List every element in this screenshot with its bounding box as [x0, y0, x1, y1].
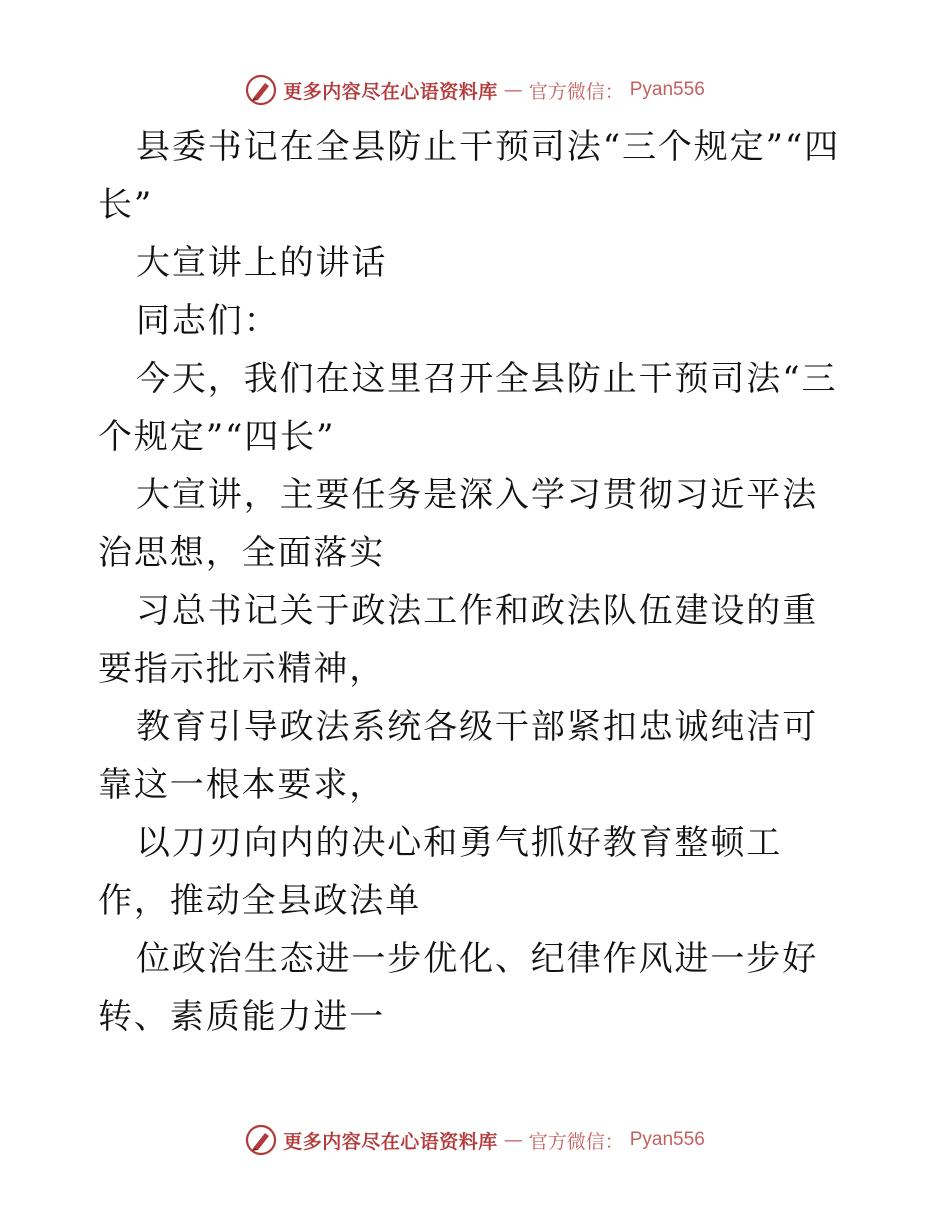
- watermark-text: 更多内容尽在心语资料库: [283, 1130, 498, 1153]
- watermark-text: 更多内容尽在心语资料库: [283, 80, 498, 103]
- pen-logo-icon: [245, 74, 277, 106]
- paragraph: 以刀刃向内的决心和勇气抓好教育整顿工作，推动全县政法单: [98, 823, 783, 921]
- paragraph: 大宣讲，主要任务是深入学习贯彻习近平法治思想，全面落实: [98, 475, 819, 573]
- paragraph: 大宣讲上的讲话: [136, 243, 388, 283]
- document-body: [98, 118, 853, 1046]
- footer-watermark: [0, 1120, 950, 1160]
- paragraph: 同志们：: [136, 301, 280, 341]
- paragraph: 习总书记关于政法工作和政法队伍建设的重要指示批示精神，: [98, 591, 819, 689]
- watermark-dash: —: [503, 1129, 523, 1151]
- pen-logo-icon: [245, 1124, 277, 1156]
- header-watermark: [0, 70, 950, 110]
- watermark-wechat-label: 官方微信：: [528, 80, 624, 103]
- paragraph: 教育引导政法系统各级干部紧扣忠诚纯洁可靠这一根本要求，: [98, 707, 819, 805]
- watermark-wechat-id: Pyan556: [629, 1129, 705, 1150]
- paragraph: 县委书记在全县防止干预司法“三个规定”“四长”: [98, 127, 841, 225]
- paragraph: 位政治生态进一步优化、纪律作风进一步好转、素质能力进一: [98, 939, 819, 1037]
- watermark-wechat-label: 官方微信：: [528, 1130, 624, 1153]
- watermark-wechat-id: Pyan556: [629, 79, 705, 100]
- watermark-dash: —: [503, 79, 523, 101]
- paragraph: 今天，我们在这里召开全县防止干预司法“三个规定”“四长”: [98, 359, 838, 457]
